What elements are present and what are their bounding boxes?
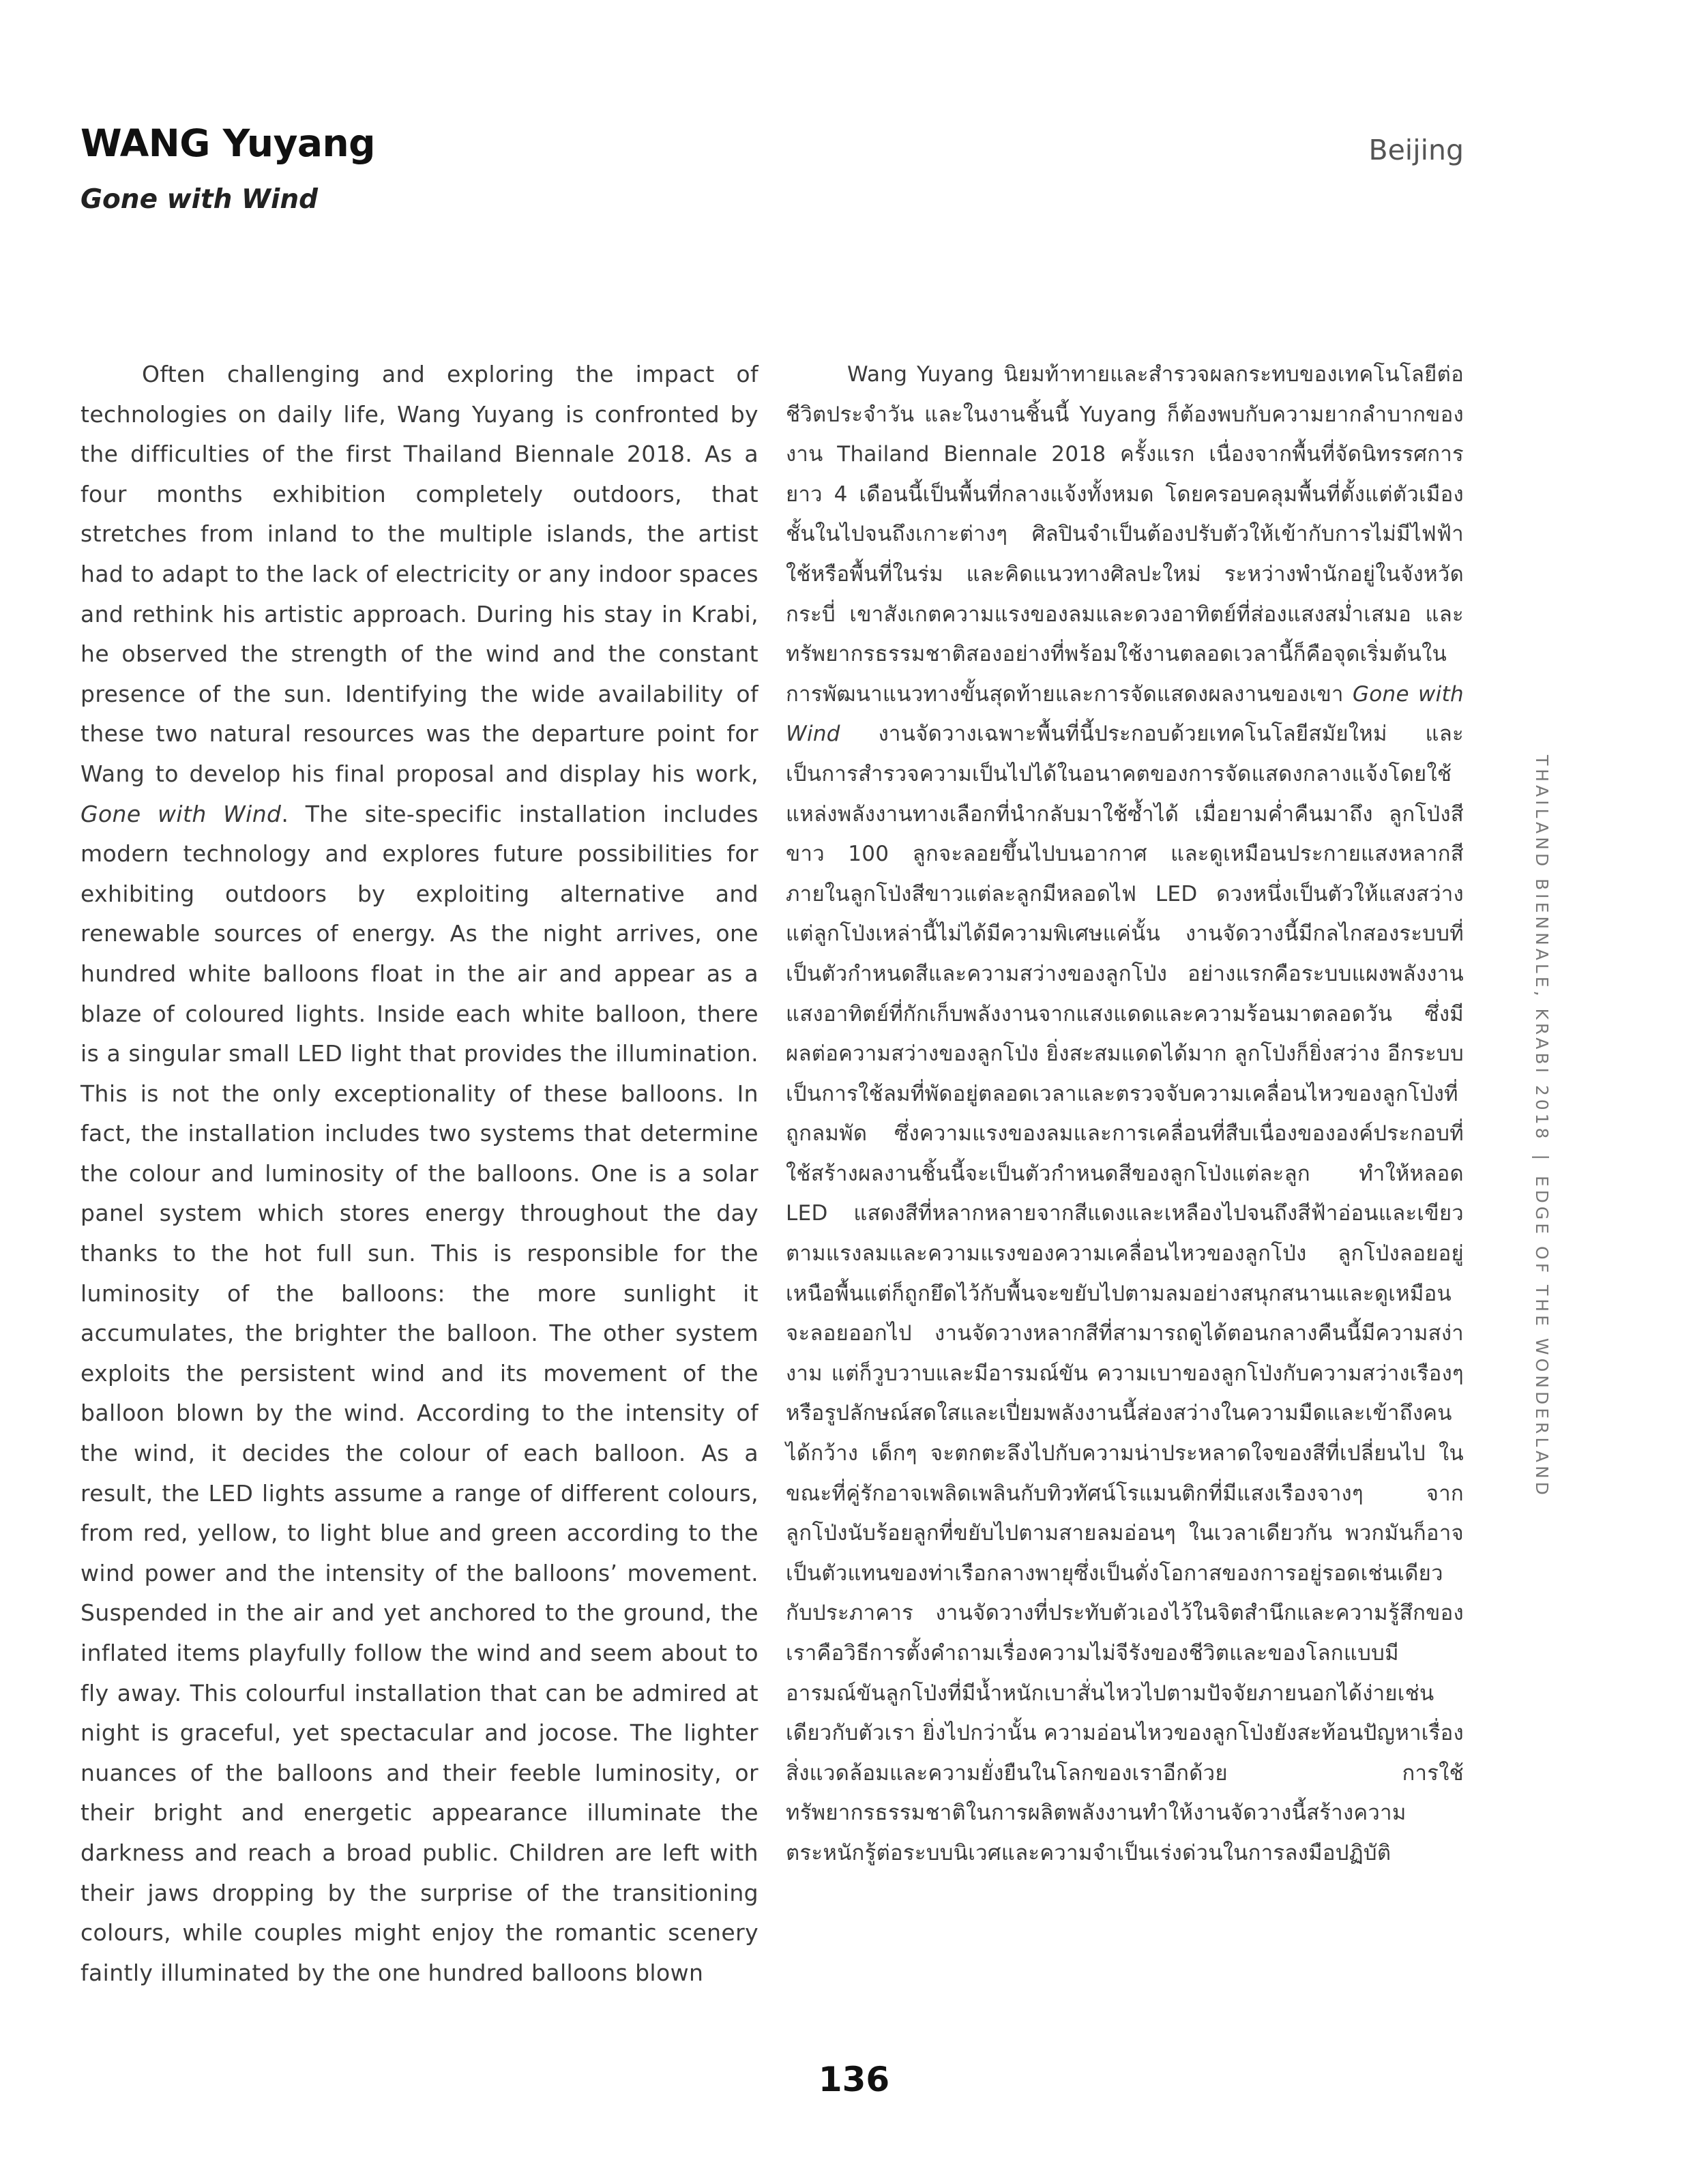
running-head-separator: | (1532, 1154, 1552, 1164)
artist-name: WANG Yuyang (80, 121, 376, 165)
work-title: Gone with Wind (80, 184, 319, 215)
thai-text-part-2: งานจัดวางเฉพาะพื้นที่นี้ประกอบด้วยเทคโนโลยีสมัยใหม่ และเป็นการสำรวจความเป็นไปได้ในอนาคตของการจัดแสดงกลางแจ้งโดยใช้แหล่งพลังงานทางเลือกที่นำกลับมาใช้ซ้ำได้ เมื่อยามค่ำคืนมาถึง ลูกโป่งสีขาว 100 ลูกจะลอยขึ้นไปบนอากาศ และดูเหมือนประกายแสงหลากสี ภายในลูกโป่งสีขาวแต่ละลูกมีหลอดไฟ LED ดวงหนึ่งเป็นตัวให้แสงสว่าง แต่ลูกโป่งเหล่านี้ไม่ได้มีความพิเศษแค่นั้น งานจัดวางนี้มีกลไกสองระบบที่เป็นตัวกำหนดสีและความสว่างของลูกโป่ง อย่างแรกคือระบบแผงพลังงานแสงอาทิตย์ที่กักเก็บพลังงานจากแสงแดดและความร้อนมาตลอดวัน ซึ่งมีผลต่อความสว่างของลูกโป่ง ยิ่งสะสมแดดได้มาก ลูกโป่งก็ยิ่งสว่าง อีกระบบเป็นการใช้ลมที่พัดอยู่ตลอดเวลาและตรวจจับความเคลื่อนไหวของลูกโป่งที่ถูกลมพัด ซึ่งความแรงของลมและการเคลื่อนที่สืบเนื่องขององค์ประกอบที่ใช้สร้างผลงานชิ้นนี้จะเป็นตัวกำหนดสีของลูกโป่งแต่ละลูก ทำให้หลอด LED แสดงสีที่หลากหลายจากสีแดงและเหลืองไปจนถึงสีฟ้าอ่อนและเขียวตามแรงลมและความแรงของความเคลื่อนไหวของลูกโป่ง ลูกโป่งลอยอยู่เหนือพื้นแต่ก็ถูกยึดไว้กับพื้นจะขยับไปตามลมอย่างสนุกสนานและดูเหมือนจะลอยออกไป งานจัดวางหลากสีที่สามารถดูได้ตอนกลางคืนนี้มีความสง่างาม แต่ก็วูบวาบและมีอารมณ์ขัน ความเบาของลูกโป่งกับความสว่างเรืองๆ หรือรูปลักษณ์สดใสและเปี่ยมพลังงานนี้ส่องสว่างในความมืดและเข้าถึงคนได้กว้าง เด็กๆ จะตกตะลึงไปกับความน่าประหลาดใจของสีที่เปลี่ยนไป ในขณะที่คู่รักอาจเพลิดเพลินกับทิวทัศน์โรแมนติกที่มีแสงเรืองจางๆ จากลูกโป่งนับร้อยลูกที่ขยับไปตามสายลมอ่อนๆ ในเวลาเดียวกัน พวกมันก็อาจเป็นตัวแทนของท่าเรือกลางพายุซึ่งเป็นดั่งโอกาสของการอยู่รอดเช่นเดียวกับประภาคาร งานจัดวางที่ประทับตัวเองไว้ในจิตสำนึกและความรู้สึกของเราคือวิธีการตั้งคำถามเรื่องความไม่จีรังของชีวิตและของโลกแบบมีอารมณ์ขันลูกโป่งที่มีน้ำหนักเบาสั่นไหวไปตามปัจจัยภายนอกได้ง่ายเช่นเดียวกับตัวเรา ยิ่งไปกว่านั้น ความอ่อนไหวของลูกโป่งยังสะท้อนปัญหาเรื่องสิ่งแวดล้อมและความยั่งยืนในโลกของเราอีกด้วย การใช้ทรัพยากรธรรมชาติในการผลิตพลังงานทำให้งานจัดวางนี้สร้างความตระหนักรู้ต่อระบบนิเวศและความจำเป็นเร่งด่วนในการลงมือปฏิบัติ (786, 722, 1464, 1865)
english-paragraph (80, 355, 759, 1993)
english-text-part-2: . The site-specific installation includes modern technology and explores future possibilities for exhibiting outdoors by exploiting alternative and renewable sources of energy. As the night arrives, one hundred white balloons float in the air and appear as a blaze of coloured lights. Inside each white balloon, there is a singular small LED light that provides the illumination. This is not the only exceptionality of these balloons. In fact, the installation includes two systems that determine the colour and luminosity of the balloons. One is a solar panel system which stores energy throughout the day thanks to the hot full sun. This is responsible for the luminosity of the balloons: the more sunlight it accumulates, the brighter the balloon. The other system exploits the persistent wind and its movement of the balloon blown by the wind. According to the intensity of the wind, it decides the colour of each balloon. As a result, the LED lights assume a range of different colours, from red, yellow, to light blue and green according to the wind power and the intensity of the balloons’ movement. Suspended in the air and yet anchored to the ground, the inflated items playfully follow the wind and seem about to fly away. This colourful installation that can be admired at night is graceful, yet spectacular and jocose. The lighter nuances of the balloons and their feeble luminosity, or their bright and energetic appearance illuminate the darkness and reach a broad public. Children are left with their jaws dropping by the surprise of the transitioning colours, while couples might enjoy the romantic scenery faintly illuminated by the one hundred balloons blown (80, 800, 759, 1986)
english-text-part-1: Often challenging and exploring the impact of technologies on daily life, Wang Yuyang is confronted by the difficulties of the first Thailand Biennale 2018. As a four months exhibition completely outdoors, that stretches from inland to the multiple islands, the artist had to adapt to the lack of electricity or any indoor spaces and rethink his artistic approach. During his stay in Krabi, he observed the strength of the wind and the constant presence of the sun. Identifying the wide availability of these two natural resources was the departure point for Wang to develop his final proposal and display his work, (80, 361, 759, 787)
page-number: 136 (818, 2060, 890, 2099)
running-head-theme: EDGE OF THE WONDERLAND (1532, 1175, 1552, 1498)
artist-city: Beijing (1368, 134, 1464, 166)
thai-paragraph (786, 355, 1464, 1874)
english-work-title-ref: Gone with Wind (80, 800, 282, 827)
thai-text-column (786, 355, 1464, 1874)
running-head-publication: THAILAND BIENNALE, KRABI 2018 (1532, 755, 1552, 1142)
vertical-running-head (1528, 755, 1555, 1498)
thai-text-part-1: Wang Yuyang นิยมท้าทายและสำรวจผลกระทบของเทคโนโลยีต่อชีวิตประจำวัน และในงานชิ้นนี้ Yuyang ก็ต้องพบกับความยากลำบากของงาน Thailand Biennale 2018 ครั้งแรก เนื่องจากพื้นที่จัดนิทรรศการยาว 4 เดือนนี้เป็นพื้นที่กลางแจ้งทั้งหมด โดยครอบคลุมพื้นที่ตั้งแต่ตัวเมืองชั้นในไปจนถึงเกาะต่างๆ ศิลปินจำเป็นต้องปรับตัวให้เข้ากับการไม่มีไฟฟ้าใช้หรือพื้นที่ในร่ม และคิดแนวทางศิลปะใหม่ ระหว่างพำนักอยู่ในจังหวัดกระบี่ เขาสังเกตความแรงของลมและดวงอาทิตย์ที่ส่องแสงสม่ำเสมอ และทรัพยากรธรรมชาติสองอย่างที่พร้อมใช้งานตลอดเวลานี้ก็คือจุดเริ่มต้นในการพัฒนาแนวทางขั้นสุดท้ายและการจัดแสดงผลงานของเขา (786, 362, 1464, 707)
thai-work-title-ref: Gone with Wind (786, 681, 1464, 747)
english-text-column (80, 355, 759, 1993)
